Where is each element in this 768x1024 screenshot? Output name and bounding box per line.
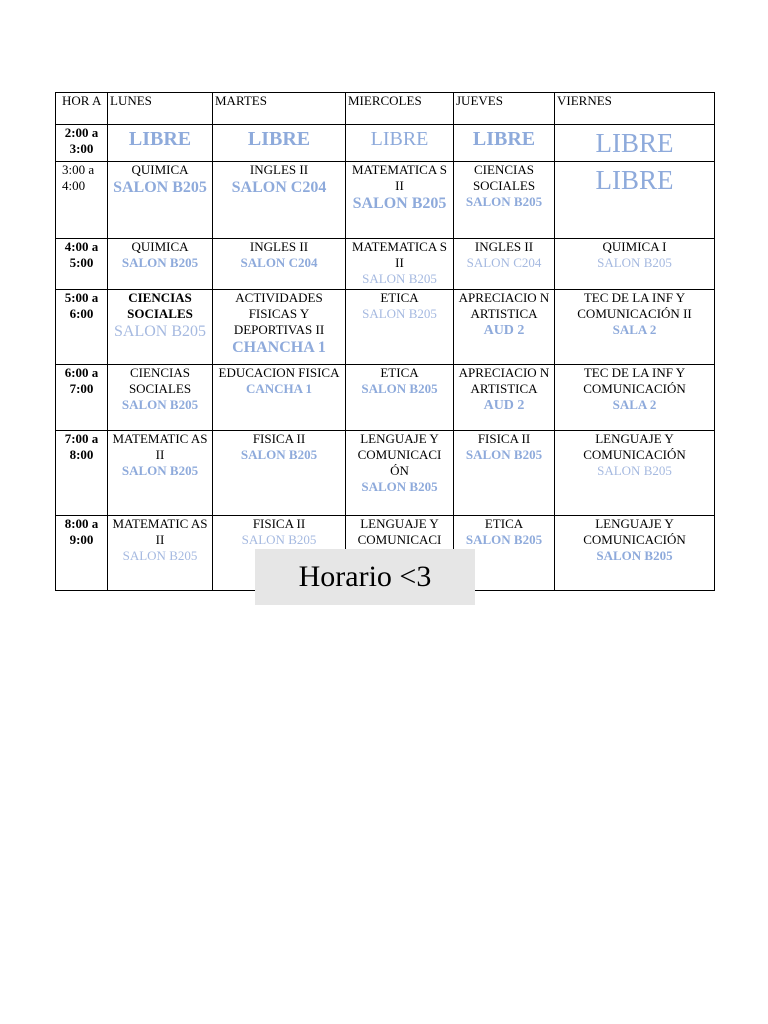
- schedule-cell: [555, 516, 715, 591]
- room-label: SALON B205: [362, 271, 437, 286]
- subject-label: ACTIVIDADES FISICAS Y DEPORTIVAS II: [233, 290, 325, 337]
- subject-label: LENGUAJE Y COMUNICACI: [357, 516, 442, 547]
- room-label: LIBRE: [595, 128, 674, 158]
- table-row: [56, 162, 715, 239]
- subject-label: LENGUAJE Y COMUNICACIÓN: [583, 431, 686, 462]
- room-label: LIBRE: [595, 165, 674, 195]
- schedule-cell: [213, 431, 346, 516]
- subject-label: APRECIACIO N ARTISTICA: [458, 365, 550, 396]
- subject-label: FISICA II: [252, 516, 306, 531]
- room-label: SALON B205: [361, 479, 438, 494]
- subject-label: QUIMICA: [131, 162, 189, 177]
- subject-label: ETICA: [484, 516, 524, 531]
- room-label: SALON B205: [352, 195, 447, 212]
- schedule-cell: [346, 431, 454, 516]
- room-label: SALON B205: [121, 463, 199, 478]
- room-label: SALON B205: [465, 532, 543, 547]
- header-viernes: VIERNES: [555, 93, 715, 125]
- schedule-cell: [108, 290, 213, 365]
- schedule-cell: [555, 125, 715, 162]
- schedule-cell: [213, 290, 346, 365]
- room-label: SALA 2: [612, 397, 657, 412]
- subject-label: FISICA II: [477, 431, 531, 446]
- schedule-cell: [213, 365, 346, 431]
- table-row: [56, 239, 715, 290]
- schedule-cell: [346, 365, 454, 431]
- room-label: SALON B205: [113, 179, 207, 196]
- schedule-cell: [108, 516, 213, 591]
- schedule-cell: [454, 162, 555, 239]
- header-martes: MARTES: [213, 93, 346, 125]
- header-miercoles: MIERCOLES: [346, 93, 454, 125]
- subject-label: INGLES II: [249, 239, 309, 254]
- schedule-cell: [555, 431, 715, 516]
- schedule-cell: [213, 125, 346, 162]
- subject-label: TEC DE LA INF Y COMUNICACIÓN II: [577, 290, 692, 321]
- room-label: SALON B205: [362, 306, 437, 321]
- subject-label: ETICA: [380, 290, 419, 305]
- header-jueves: JUEVES: [454, 93, 555, 125]
- room-label: CHANCHA 1: [232, 339, 326, 356]
- room-label: LIBRE: [370, 128, 429, 150]
- subject-label: MATEMATIC AS II: [112, 431, 208, 462]
- subject-label: MATEMATICA S II: [352, 239, 447, 270]
- hour-cell: 3:00 a 4:00: [56, 162, 108, 239]
- room-label: SALON B205: [241, 532, 317, 547]
- schedule-cell: [454, 365, 555, 431]
- room-label: CANCHA 1: [245, 381, 313, 396]
- room-label: SALON B205: [465, 194, 543, 209]
- subject-label: CIENCIAS SOCIALES: [472, 162, 536, 193]
- room-label: SALON B205: [121, 397, 199, 412]
- room-label: SALON C204: [231, 179, 327, 196]
- room-label: SALON B205: [121, 255, 199, 270]
- room-label: SALON B205: [113, 323, 206, 340]
- schedule-table: [55, 92, 715, 591]
- table-row: [56, 290, 715, 365]
- schedule-cell: [346, 125, 454, 162]
- subject-label: LENGUAJE Y COMUNICACIÓN: [583, 516, 686, 547]
- room-label: SALON B205: [597, 463, 672, 478]
- header-lunes: LUNES: [108, 93, 213, 125]
- hour-cell: 5:00 a 6:00: [56, 290, 108, 365]
- schedule-cell: [108, 365, 213, 431]
- room-label: SALON B205: [465, 447, 543, 462]
- subject-label: INGLES II: [249, 162, 309, 177]
- room-label: LIBRE: [247, 128, 311, 150]
- schedule-cell: [213, 162, 346, 239]
- schedule-cell: [213, 239, 346, 290]
- subject-label: APRECIACIO N ARTISTICA: [458, 290, 550, 321]
- room-label: AUD 2: [483, 323, 525, 338]
- schedule-cell: [108, 239, 213, 290]
- schedule-cell: [346, 290, 454, 365]
- room-label: SALON B205: [122, 548, 198, 563]
- table-row: [56, 365, 715, 431]
- subject-label: LENGUAJE Y COMUNICACI ÓN: [357, 431, 442, 478]
- schedule-cell: [454, 431, 555, 516]
- subject-label: INGLES II: [474, 239, 534, 254]
- schedule-cell: [555, 290, 715, 365]
- header-hora: HOR A: [56, 93, 108, 125]
- room-label: SALON B205: [361, 381, 438, 396]
- hour-cell: 6:00 a 7:00: [56, 365, 108, 431]
- schedule-cell: [346, 162, 454, 239]
- subject-label: TEC DE LA INF Y COMUNICACIÓN: [583, 365, 686, 396]
- schedule-cell: [454, 125, 555, 162]
- subject-label: FISICA II: [252, 431, 306, 446]
- subject-label: QUIMICA: [131, 239, 189, 254]
- schedule-cell: [454, 290, 555, 365]
- subject-label: CIENCIAS SOCIALES: [127, 290, 193, 321]
- schedule-cell: [108, 125, 213, 162]
- schedule-cell: [555, 239, 715, 290]
- subject-label: ETICA: [380, 365, 419, 380]
- room-label: LIBRE: [472, 128, 536, 150]
- room-label: SALON B205: [596, 548, 673, 563]
- room-label: AUD 2: [483, 398, 525, 413]
- hour-cell: 4:00 a 5:00: [56, 239, 108, 290]
- subject-label: MATEMATICA S II: [352, 162, 447, 193]
- schedule-cell: [454, 239, 555, 290]
- table-row: [56, 431, 715, 516]
- schedule-cell: [108, 431, 213, 516]
- schedule-cell: [555, 365, 715, 431]
- subject-label: CIENCIAS SOCIALES: [128, 365, 192, 396]
- room-label: LIBRE: [128, 128, 192, 150]
- room-label: SALA 2: [612, 322, 657, 337]
- room-label: SALON B205: [240, 447, 318, 462]
- caption-box: Horario <3: [255, 549, 475, 605]
- schedule-cell: [108, 162, 213, 239]
- hour-cell: 8:00 a 9:00: [56, 516, 108, 591]
- subject-label: QUIMICA I: [602, 239, 667, 254]
- room-label: SALON B205: [597, 255, 672, 270]
- schedule-cell: [555, 162, 715, 239]
- subject-label: EDUCACION FISICA: [218, 365, 340, 380]
- schedule-cell: [346, 239, 454, 290]
- room-label: SALON C204: [240, 255, 318, 270]
- table-row: [56, 125, 715, 162]
- header-row: [56, 93, 715, 125]
- hour-cell: 7:00 a 8:00: [56, 431, 108, 516]
- hour-cell: 2:00 a 3:00: [56, 125, 108, 162]
- subject-label: MATEMATIC AS II: [112, 516, 208, 547]
- room-label: SALON C204: [466, 255, 542, 270]
